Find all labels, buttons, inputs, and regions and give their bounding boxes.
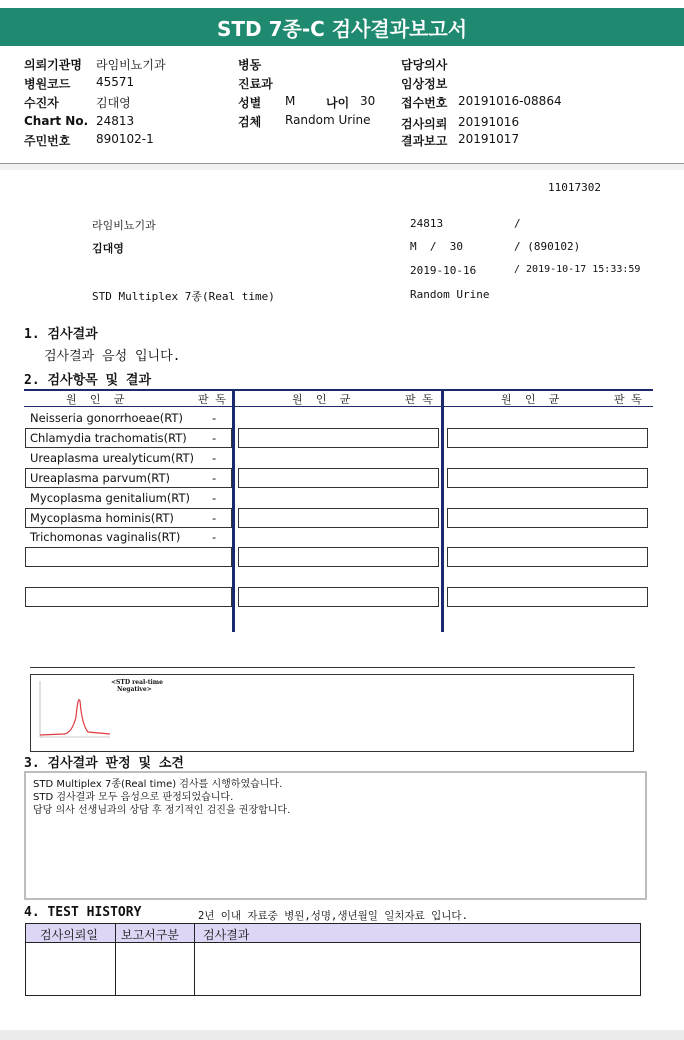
summary-sex-age: M / 30 xyxy=(410,240,463,253)
graph-top-rule xyxy=(30,667,635,668)
pathogen-name: Neisseria gonorrhoeae(RT) xyxy=(30,411,183,425)
history-rule-bottom xyxy=(25,995,640,996)
section-1-text: 검사결과 음성 입니다. xyxy=(44,349,181,364)
hospital-code-value: 45571 xyxy=(96,75,135,89)
examinee-value: 김대영 xyxy=(96,96,131,110)
history-col-line xyxy=(194,923,195,996)
history-col-result: 검사결과 xyxy=(203,928,250,942)
row-box xyxy=(238,428,439,448)
col-pathogen-1: 원 인 균 xyxy=(66,393,125,406)
pathogen-result: - xyxy=(212,511,217,525)
summary-clinic: 라임비뇨기과 xyxy=(92,219,156,232)
history-header-row xyxy=(25,924,640,942)
history-col-line xyxy=(640,923,641,996)
row-box xyxy=(447,547,648,567)
pathogen-result: - xyxy=(212,411,217,425)
clinical-label: 임상정보 xyxy=(401,77,448,91)
row-box xyxy=(447,587,648,607)
hospital-code-label: 병원코드 xyxy=(24,77,71,91)
examinee-label: 수진자 xyxy=(24,96,59,110)
row-box xyxy=(238,468,439,488)
history-col-request-date: 검사의뢰일 xyxy=(40,928,98,942)
summary-date2: / 2019-10-17 15:33:59 xyxy=(514,264,641,275)
summary-test: STD Multiplex 7종(Real time) xyxy=(92,290,275,303)
col-judgement-1: 판 독 xyxy=(198,393,226,406)
sex-label: 성별 xyxy=(238,96,262,110)
pathogen-name: Mycoplasma genitalium(RT) xyxy=(30,491,190,505)
age-value: 30 xyxy=(360,94,376,108)
observation-line: STD Multiplex 7종(Real time) 검사를 시행하였습니다. xyxy=(33,779,283,790)
history-note: 2년 이내 자료중 병원,성명,생년월일 일치자료 입니다. xyxy=(198,910,468,922)
row-box xyxy=(238,547,439,567)
graph-caption-line1: <STD real-time xyxy=(111,679,163,686)
institution-value: 라임비뇨기과 xyxy=(96,58,166,72)
section-4-title: 4. TEST HISTORY xyxy=(24,905,142,920)
summary-date1: 2019-10-16 xyxy=(410,264,477,277)
pathogen-name: Mycoplasma hominis(RT) xyxy=(30,511,174,525)
summary-slash: / xyxy=(514,217,521,230)
chart-label: Chart No. xyxy=(24,114,89,128)
receipt-value: 20191016-08864 xyxy=(458,94,562,108)
table-col-divider-2 xyxy=(441,389,444,632)
report-date-label: 결과보고 xyxy=(401,134,448,148)
summary-birth: / (890102) xyxy=(514,240,581,253)
table-col-divider-1 xyxy=(232,389,235,632)
pcr-curve-thumbnail xyxy=(34,677,114,747)
history-col-report-type: 보고서구분 xyxy=(121,928,179,942)
graph-caption-line2: Negative> xyxy=(117,686,152,693)
summary-specimen: Random Urine xyxy=(410,288,490,301)
age-label: 나이 xyxy=(326,96,350,110)
col-pathogen-2: 원 인 균 xyxy=(292,393,351,406)
observation-line: 담당 의사 선생님과의 상담 후 정기적인 검진을 권장합니다. xyxy=(33,805,291,816)
pathogen-name: Trichomonas vaginalis(RT) xyxy=(30,530,181,544)
header-band xyxy=(0,164,684,170)
pathogen-result: - xyxy=(212,530,217,544)
report-date-value: 20191017 xyxy=(458,132,520,146)
row-box xyxy=(238,587,439,607)
institution-label: 의뢰기관명 xyxy=(24,58,82,72)
dept-label: 진료과 xyxy=(238,77,273,91)
row-box xyxy=(25,547,232,567)
request-label: 검사의뢰 xyxy=(401,117,448,131)
pathogen-name: Ureaplasma parvum(RT) xyxy=(30,471,170,485)
graph-bg xyxy=(34,677,114,747)
observation-line: STD 검사결과 모두 음성으로 판정되었습니다. xyxy=(33,792,234,803)
pathogen-result: - xyxy=(212,451,217,465)
observations-text xyxy=(33,778,290,817)
section-1-title: 1. 검사결과 xyxy=(24,327,98,342)
graph-caption xyxy=(111,679,163,693)
specimen-value: Random Urine xyxy=(285,113,371,127)
id-value: 890102-1 xyxy=(96,132,154,146)
row-box xyxy=(238,508,439,528)
ward-label: 병동 xyxy=(238,58,262,72)
history-col-line xyxy=(25,923,26,996)
history-rule-top xyxy=(25,923,640,924)
receipt-label: 접수번호 xyxy=(401,96,448,110)
pathogen-result: - xyxy=(212,431,217,445)
summary-code: 11017302 xyxy=(548,181,601,194)
col-judgement-2: 판 독 xyxy=(405,393,433,406)
col-pathogen-3: 원 인 균 xyxy=(501,393,560,406)
summary-patient: 김대영 xyxy=(92,242,124,255)
doctor-label: 담당의사 xyxy=(401,58,448,72)
row-box xyxy=(25,587,232,607)
pathogen-name: Chlamydia trachomatis(RT) xyxy=(30,431,187,445)
sex-value: M xyxy=(285,94,296,108)
request-value: 20191016 xyxy=(458,115,520,129)
pathogen-name: Ureaplasma urealyticum(RT) xyxy=(30,451,195,465)
summary-chart: 24813 xyxy=(410,217,444,230)
page-bottom-band xyxy=(0,1030,684,1040)
pathogen-result: - xyxy=(212,471,217,485)
row-box xyxy=(447,468,648,488)
section-3-title: 3. 검사결과 판정 및 소견 xyxy=(24,756,184,771)
chart-value: 24813 xyxy=(96,114,135,128)
report-title: STD 7종-C 검사결과보고서 xyxy=(0,8,684,46)
section-2-title: 2. 검사항목 및 결과 xyxy=(24,373,152,388)
row-box xyxy=(447,428,648,448)
history-col-line xyxy=(115,923,116,996)
id-label: 주민번호 xyxy=(24,134,71,148)
history-rule-head xyxy=(25,942,640,943)
specimen-label: 검체 xyxy=(238,115,262,129)
col-judgement-3: 판 독 xyxy=(614,393,642,406)
pathogen-result: - xyxy=(212,491,217,505)
row-box xyxy=(447,508,648,528)
